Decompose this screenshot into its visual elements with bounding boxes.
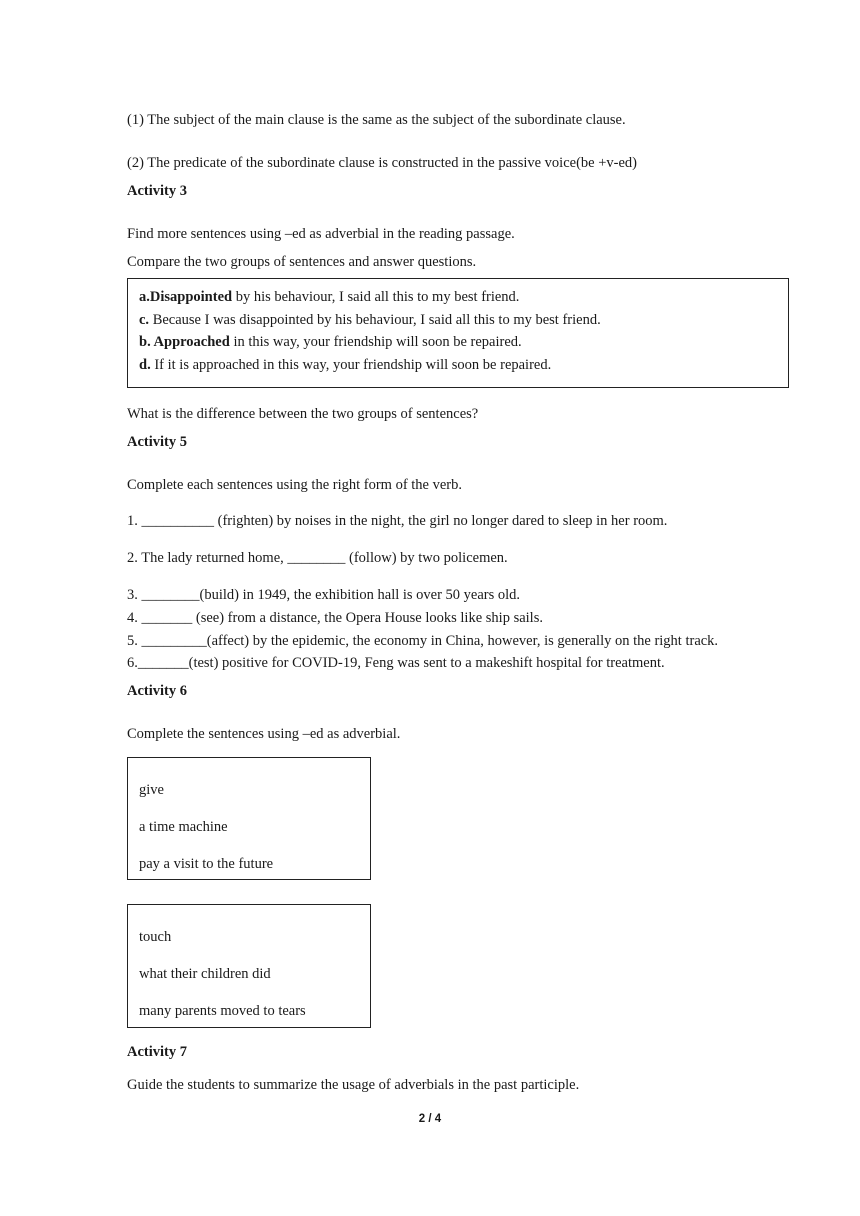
sentence-b: b. Approached in this way, your friendship will soon be repaired.: [139, 334, 522, 350]
activity-6-instruction: Complete the sentences using –ed as adverbial.: [127, 726, 401, 742]
activity-3-heading: Activity 3: [127, 183, 187, 199]
exercise-item: 1. __________ (frighten) by noises in the night, the girl no longer dared to sleep in her room.: [127, 513, 668, 529]
prompt-word: give: [139, 782, 164, 798]
prompt-box-2: [127, 904, 371, 1028]
prompt-word: many parents moved to tears: [139, 1003, 306, 1019]
sentence-a: a.Disappointed by his behaviour, I said all this to my best friend.: [139, 289, 520, 305]
sentence-c: c. Because I was disappointed by his behaviour, I said all this to my best friend.: [139, 312, 601, 328]
page-number: 2 / 4: [418, 1113, 442, 1125]
exercise-item: 3. ________(build) in 1949, the exhibition hall is over 50 years old.: [127, 587, 521, 603]
note-2: (2) The predicate of the subordinate clause is constructed in the passive voice(be +v-ed): [127, 155, 637, 171]
exercise-item: 4. _______ (see) from a distance, the Opera House looks like ship sails.: [127, 610, 543, 626]
activity-7-heading: Activity 7: [127, 1044, 187, 1060]
prompt-word: a time machine: [139, 819, 228, 835]
activity-7-instruction: Guide the students to summarize the usage of adverbials in the past participle.: [127, 1077, 580, 1093]
prompt-box-1: [127, 757, 371, 880]
note-1: (1) The subject of the main clause is the same as the subject of the subordinate clause.: [127, 112, 626, 128]
activity-6-heading: Activity 6: [127, 683, 187, 699]
activity-5-heading: Activity 5: [127, 434, 187, 450]
sentence-d: d. If it is approached in this way, your friendship will soon be repaired.: [139, 357, 552, 373]
activity-3-instruction-2: Compare the two groups of sentences and answer questions.: [127, 254, 477, 270]
activity-5-instruction: Complete each sentences using the right form of the verb.: [127, 477, 463, 493]
prompt-word: what their children did: [139, 966, 271, 982]
prompt-word: touch: [139, 929, 172, 945]
prompt-word: pay a visit to the future: [139, 856, 274, 872]
exercise-item: 6._______(test) positive for COVID-19, Feng was sent to a makeshift hospital for treatment.: [127, 655, 665, 671]
exercise-item: 2. The lady returned home, ________ (follow) by two policemen.: [127, 550, 508, 566]
activity-3-question: What is the difference between the two groups of sentences?: [127, 406, 479, 422]
exercise-item: 5. _________(affect) by the epidemic, the economy in China, however, is generally on the right track.: [127, 633, 719, 649]
comparison-box: [127, 278, 789, 388]
activity-3-instruction-1: Find more sentences using –ed as adverbial in the reading passage.: [127, 226, 515, 242]
